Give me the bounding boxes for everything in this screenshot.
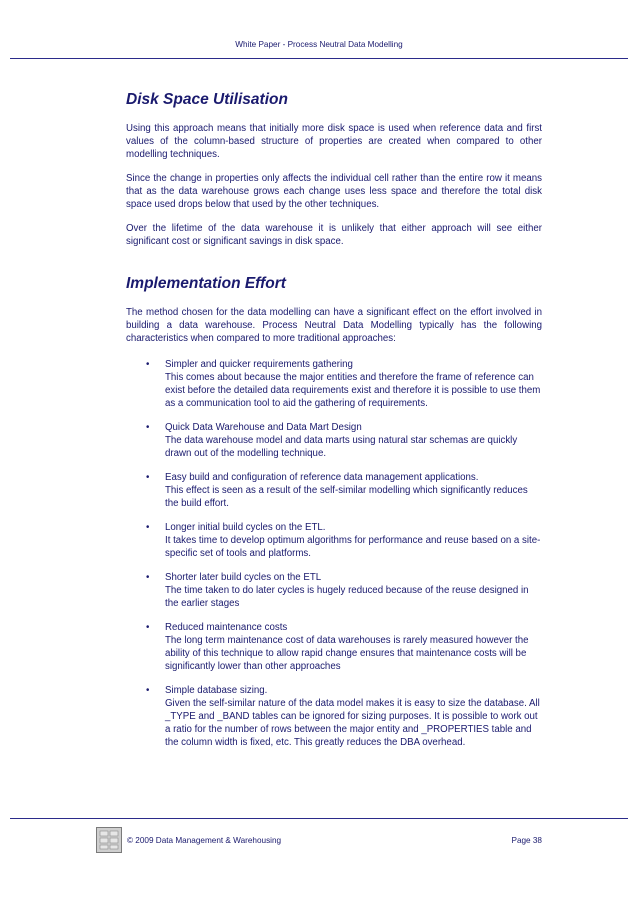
list-item-description: This effect is seen as a result of the self-similar modelling which significantly reduces the build effort.: [165, 485, 528, 509]
page-content: [126, 90, 542, 760]
bullet-icon: •: [146, 359, 150, 370]
footer-divider: [10, 818, 628, 819]
list-item-description: The long term maintenance cost of data warehouses is rarely measured however the ability of this technique to allow rapid change ensures that maintenance costs will be significantly lower than other approaches: [165, 635, 529, 672]
footer-copyright: © 2009 Data Management & Warehousing: [127, 836, 282, 845]
list-item-title: Shorter later build cycles on the ETL: [165, 572, 322, 583]
list-item-description: The data warehouse model and data marts using natural star schemas are quickly drawn out of the modelling technique.: [165, 435, 518, 459]
list-item: [126, 471, 542, 510]
section-heading: Implementation Effort: [126, 275, 286, 292]
list-item: [126, 621, 542, 673]
paragraph: Using this approach means that initially more disk space is used when reference data and first values of the column-based structure of properties are created when compared to other modelling techniques.: [126, 123, 542, 160]
company-logo-icon: [96, 827, 122, 853]
page-header-title: White Paper - Process Neutral Data Modelling: [235, 40, 403, 49]
paragraph: Over the lifetime of the data warehouse it is unlikely that either approach will see either significant cost or significant savings in disk space.: [126, 223, 542, 247]
bullet-icon: •: [146, 622, 150, 633]
bullet-icon: •: [146, 572, 150, 583]
list-item: [126, 358, 542, 410]
paragraph: The method chosen for the data modelling can have a significant effect on the effort involved in building a data warehouse. Process Neutral Data Modelling typically has the following characteristics when compared to more traditional approaches:: [126, 307, 542, 344]
list-item-description: Given the self-similar nature of the data model makes it is easy to size the database. All _TYPE and _BAND tables can be ignored for sizing purposes. It is possible to work out a ratio for the number of rows between the major entity and _PROPERTIES table and the column width is fixed, etc. This greatly reduces the DBA overhead.: [165, 698, 540, 748]
list-item-description: The time taken to do later cycles is hugely reduced because of the reuse designed in the earlier stages: [165, 585, 529, 609]
section-heading: Disk Space Utilisation: [126, 91, 288, 108]
list-item-description: This comes about because the major entities and therefore the frame of reference can exist before the detailed data requirements exist and therefore it is possible to use them as a communication tool to aid the gathering of requirements.: [165, 372, 541, 409]
logo-graphic: [97, 828, 121, 852]
list-item-title: Simple database sizing.: [165, 685, 268, 696]
list-item-title: Quick Data Warehouse and Data Mart Design: [165, 422, 362, 433]
bullet-icon: •: [146, 685, 150, 696]
list-item-title: Easy build and configuration of reference data management applications.: [165, 472, 479, 483]
header-divider: [10, 58, 628, 59]
list-item-title: Longer initial build cycles on the ETL.: [165, 522, 326, 533]
section-implementation-effort: [126, 274, 542, 749]
list-item-description: It takes time to develop optimum algorithms for performance and reuse based on a site-specific set of tools and platforms.: [165, 535, 541, 559]
list-item: [126, 421, 542, 460]
list-item-title: Reduced maintenance costs: [165, 622, 288, 633]
paragraph: Since the change in properties only affects the individual cell rather than the entire row it means that as the data warehouse grows each change uses less space and therefore the total disk space used drops below that used by the other techniques.: [126, 173, 542, 210]
list-item: [126, 571, 542, 610]
list-item: [126, 684, 542, 749]
bullet-icon: •: [146, 472, 150, 483]
bullet-icon: •: [146, 522, 150, 533]
section-disk-space-utilisation: [126, 90, 542, 248]
list-item-title: Simpler and quicker requirements gathering: [165, 359, 353, 370]
bullet-icon: •: [146, 422, 150, 433]
characteristics-list: [126, 358, 542, 749]
footer-page-number: Page 38: [511, 836, 542, 845]
list-item: [126, 521, 542, 560]
